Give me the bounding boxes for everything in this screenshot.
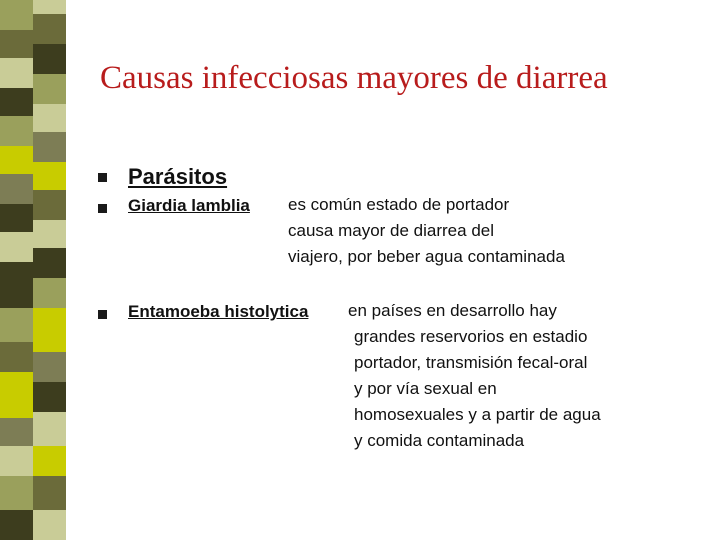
stripe-block (0, 308, 33, 342)
stripe-block (33, 162, 66, 190)
stripe-block (33, 132, 66, 162)
stripe-block (0, 262, 33, 308)
stripe-block (33, 44, 66, 74)
description-line: portador, transmisión fecal-oral (354, 353, 588, 372)
stripe-block (33, 0, 66, 14)
description-line: y comida contaminada (354, 431, 525, 450)
stripe-block (33, 308, 66, 352)
description-line: viajero, por beber agua contaminada (288, 247, 565, 266)
description-line: grandes reservorios en estadio (354, 327, 588, 346)
stripe-block (0, 0, 33, 30)
section-heading: Parásitos (128, 164, 228, 189)
description-line: en países en desarrollo hay (348, 301, 557, 320)
decorative-stripe-border (0, 0, 66, 540)
stripe-block (0, 372, 33, 418)
stripe-block (33, 412, 66, 446)
description-line: y por vía sexual en (354, 379, 497, 398)
stripe-block (0, 232, 33, 262)
stripe-block (0, 58, 33, 88)
stripe-block (0, 146, 33, 174)
stripe-block (33, 382, 66, 412)
description-line: homosexuales y a partir de agua (354, 405, 601, 424)
stripe-block (33, 446, 66, 476)
stripe-block (0, 30, 33, 58)
item-description (288, 192, 565, 270)
stripe-block (0, 342, 33, 372)
item-description (348, 298, 601, 454)
stripe-block (33, 74, 66, 104)
square-bullet-icon (98, 204, 107, 213)
stripe-block (33, 248, 66, 278)
stripe-block (0, 446, 33, 476)
stripe-block (33, 278, 66, 308)
stripe-block (0, 510, 33, 540)
item-term: Giardia lamblia (128, 196, 250, 215)
stripe-block (33, 220, 66, 248)
square-bullet-icon (98, 173, 107, 182)
stripe-block (33, 104, 66, 132)
square-bullet-icon (98, 310, 107, 319)
stripe-block (33, 190, 66, 220)
stripe-block (0, 476, 33, 510)
stripe-block (33, 14, 66, 44)
stripe-block (0, 204, 33, 232)
item-term: Entamoeba histolytica (128, 302, 309, 321)
slide-title: Causas infecciosas mayores de diarrea (100, 60, 608, 96)
stripe-block (0, 174, 33, 204)
stripe-block (33, 476, 66, 510)
stripe-block (0, 88, 33, 116)
stripe-block (33, 510, 66, 540)
stripe-block (0, 116, 33, 146)
stripe-block (0, 418, 33, 446)
stripe-block (33, 352, 66, 382)
description-line: causa mayor de diarrea del (288, 221, 495, 240)
description-line: es común estado de portador (288, 195, 510, 214)
